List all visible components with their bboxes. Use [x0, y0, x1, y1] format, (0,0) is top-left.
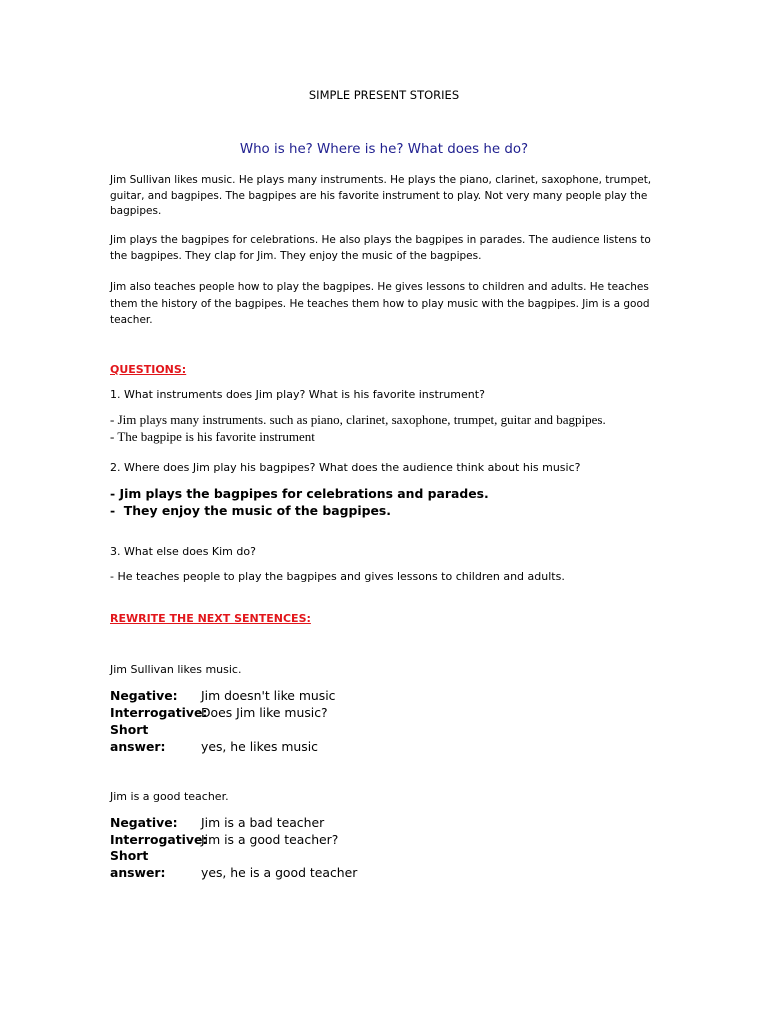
answer-2-line-1: - Jim plays the bagpipes for celebrations and parades. [110, 486, 489, 501]
interrogative-label: Interrogative: [110, 705, 208, 720]
negative-answer: Jim doesn't like music [201, 688, 336, 703]
sentence-1-short-answer-row [110, 721, 318, 755]
sentence-1: Jim Sullivan likes music. [110, 663, 242, 676]
story-paragraph-2: Jim plays the bagpipes for celebrations. He also plays the bagpipes in parades. The audience listens to the bagpipes. They clap for Jim. They enjoy the music of the bagpipes. [110, 234, 651, 262]
short-answer: yes, he likes music [201, 739, 318, 754]
short-answer-label: Short answer: [110, 848, 166, 880]
question-3: 3. What else does Kim do? [110, 545, 256, 558]
negative-answer: Jim is a bad teacher [201, 815, 325, 830]
sentence-2-negative-row [110, 814, 324, 831]
sentence-2: Jim is a good teacher. [110, 790, 229, 803]
sentence-1-interrogative-row [110, 704, 328, 721]
question-2: 2. Where does Jim play his bagpipes? What does the audience think about his music? [110, 461, 581, 474]
interrogative-answer: Does Jim like music? [201, 705, 328, 720]
negative-label: Negative: [110, 688, 178, 703]
story-paragraph-1: Jim Sullivan likes music. He plays many instruments. He plays the piano, clarinet, saxophone, trumpet, guitar, and bagpipes. The bagpipes are his favorite instrument to play. Not very many people play the bagpipes. [110, 174, 652, 217]
negative-label: Negative: [110, 815, 178, 830]
page-title: SIMPLE PRESENT STORIES [308, 88, 460, 102]
sentence-2-interrogative-row [110, 831, 338, 848]
question-1: 1. What instruments does Jim play? What is his favorite instrument? [110, 388, 485, 401]
answer-2-line-2: - They enjoy the music of the bagpipes. [110, 502, 391, 518]
story-paragraph-3: Jim also teaches people how to play the bagpipes. He gives lessons to children and adults. He teaches them the history of the bagpipes. He teaches them how to play music with the bagpipes. Jim is a good teacher. [110, 281, 650, 326]
answer-3: - He teaches people to play the bagpipes and gives lessons to children and adults. [110, 570, 565, 583]
interrogative-answer: Jim is a good teacher? [201, 831, 339, 847]
answer-1-line-1: - Jim plays many instruments. such as piano, clarinet, saxophone, trumpet, guitar and bagpipes. [110, 412, 606, 427]
rewrite-heading: REWRITE THE NEXT SENTENCES: [110, 612, 311, 625]
short-answer: yes, he is a good teacher [201, 865, 358, 880]
short-answer-label: Short answer: [110, 722, 166, 754]
interrogative-label: Interrogative: [110, 831, 208, 847]
page-subtitle: Who is he? Where is he? What does he do? [239, 142, 529, 157]
questions-heading: QUESTIONS: [110, 363, 187, 376]
sentence-1-negative-row [110, 687, 336, 704]
sentence-2-short-answer-row [110, 847, 357, 881]
answer-1-line-2: - The bagpipe is his favorite instrument [110, 428, 315, 444]
